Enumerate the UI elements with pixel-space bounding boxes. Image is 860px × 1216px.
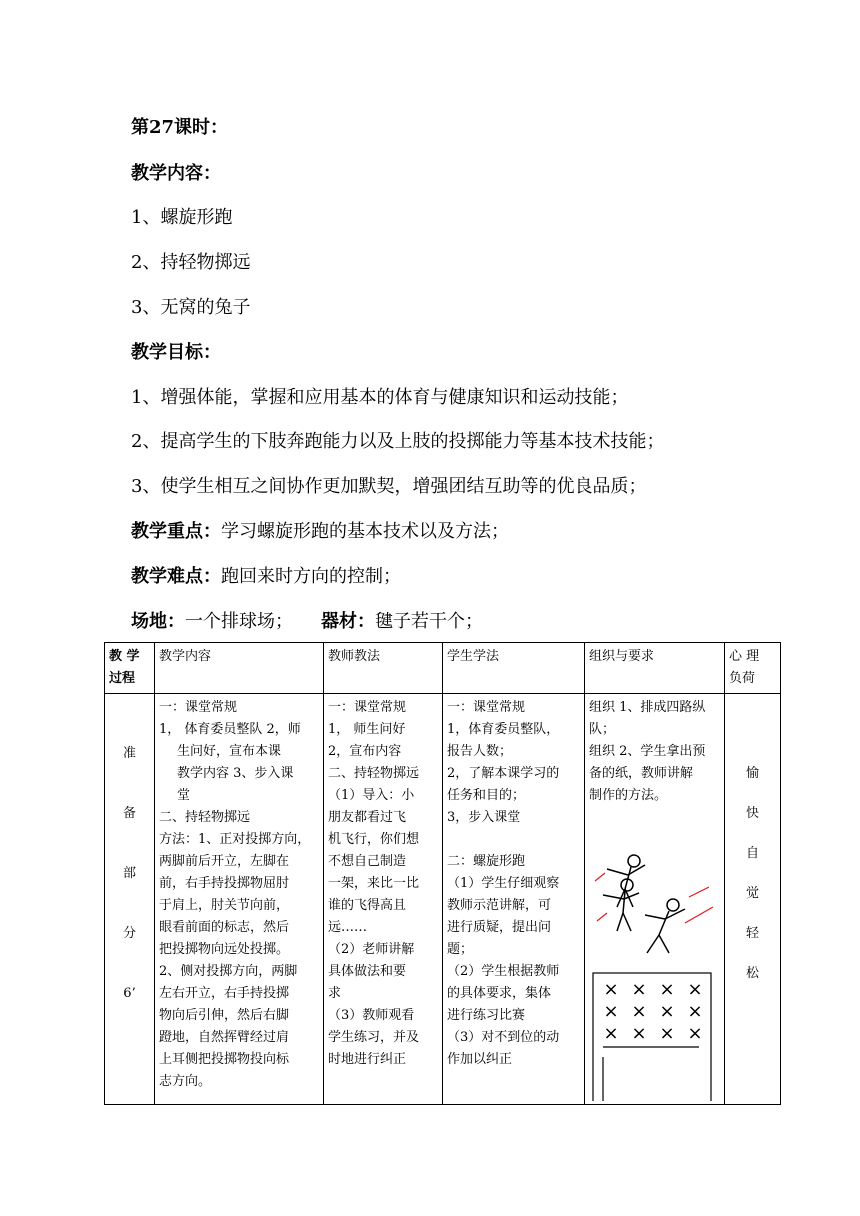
content-item: 1、螺旋形跑	[131, 207, 233, 228]
teacher-method-line: （2）老师讲解	[328, 942, 415, 957]
teacher-method-line: 1， 师生问好	[328, 722, 406, 737]
content-line: 眼看前面的标志，然后	[159, 920, 290, 935]
goal-item: 1、增强体能，掌握和应用基本的体育与健康知识和运动技能；	[131, 387, 629, 408]
organization-text	[589, 697, 720, 807]
content-line: 生问好，宣布本课	[177, 744, 282, 759]
student-method-line: 作加以纠正	[447, 1052, 513, 1067]
teacher-cell	[324, 694, 443, 1105]
content-line: 堂	[177, 788, 191, 803]
teacher-method-line: 一架，来比一比	[328, 876, 420, 891]
equipment-label: 器材：	[321, 611, 375, 632]
student-mark: ×	[687, 1023, 703, 1044]
formation-diagram	[589, 811, 721, 1101]
content-line: 教学内容 3、步入课	[177, 766, 294, 781]
teacher-method-line: （1）导入：小	[328, 788, 415, 803]
student-mark: ×	[631, 1001, 647, 1022]
load-char: 愉	[745, 766, 759, 781]
content-line: 蹬地，自然挥臂经过肩	[159, 1030, 290, 1045]
key-point-text: 学习螺旋形跑的基本技术以及方法；	[221, 521, 509, 542]
student-method-line: 题；	[447, 942, 474, 957]
teacher-method-line: 朋友都看过飞	[328, 810, 407, 825]
table-row	[105, 694, 781, 1105]
lesson-plan-table	[104, 642, 781, 1105]
load-cell	[725, 694, 781, 1105]
student-method-line: 的具体要求，集体	[447, 986, 552, 1001]
student-cell	[443, 694, 585, 1105]
load-char: 觉	[745, 886, 759, 901]
student-mark: ×	[687, 1001, 703, 1022]
student-mark: ×	[659, 1023, 675, 1044]
equipment-text: 毽子若干个；	[375, 611, 483, 632]
student-method-line: 2，了解本课学习的	[447, 766, 560, 781]
organization-line: 组织 2、学生拿出预	[589, 744, 706, 759]
student-method-line: （1）学生仔细观察	[447, 876, 560, 891]
teacher-method-line: 2，宣布内容	[328, 744, 402, 759]
student-mark: ×	[603, 1023, 619, 1044]
student-method-line: 进行质疑，提出问	[447, 920, 552, 935]
student-method-line: 报告人数；	[447, 744, 513, 759]
header-teacher-method: 教师教法	[324, 643, 443, 694]
throw-direction-marks-icon	[595, 873, 713, 923]
student-mark: ×	[659, 979, 675, 1000]
student-method-line: 一：课堂常规	[447, 700, 526, 715]
content-line: 一：课堂常规	[159, 700, 238, 715]
header-load: 心 理 负荷	[725, 643, 781, 694]
teacher-method-line: 求	[328, 986, 342, 1001]
venue-text: 一个排球场；	[185, 611, 293, 632]
key-point-label: 教学重点：	[131, 521, 221, 542]
student-method-line: 教师示范讲解，可	[447, 898, 552, 913]
student-method-line	[447, 829, 580, 851]
teacher-method-line: 不想自己制造	[328, 854, 407, 869]
header-phase: 教 学 过程	[105, 643, 155, 694]
content-cell	[155, 694, 324, 1105]
load-char: 轻	[745, 926, 759, 941]
venue-label: 场地：	[131, 611, 185, 632]
student-method-line: 进行练习比赛	[447, 1008, 526, 1023]
student-method-line: 任务和目的；	[447, 788, 526, 803]
student-mark: ×	[603, 1001, 619, 1022]
content-line: 物向后引伸，然后右脚	[159, 1008, 290, 1023]
content-line: 2、侧对投掷方向，两脚	[159, 964, 298, 979]
phase-char: 分	[122, 926, 136, 941]
teacher-method-line: 二、持轻物掷远	[328, 766, 420, 781]
content-item: 3、无窝的兔子	[131, 297, 251, 318]
student-method-line: 1，体育委员整队，	[447, 722, 560, 737]
teacher-method-line: （3）教师观看	[328, 1008, 415, 1023]
teacher-method-line: 具体做法和要	[328, 964, 407, 979]
phase-char: 备	[122, 806, 136, 821]
organization-line: 备的纸，教师讲解	[589, 766, 694, 781]
organization-line: 制作的方法。	[589, 788, 668, 803]
formation-marks	[603, 979, 702, 1044]
student-method-line: （3）对不到位的动	[447, 1030, 560, 1045]
goals-heading: 教学目标：	[131, 342, 221, 363]
goal-item: 2、提高学生的下肢奔跑能力以及上肢的投掷能力等基本技术技能；	[131, 431, 665, 452]
load-char: 快	[745, 806, 759, 821]
load-char: 自	[745, 846, 759, 861]
content-line: 二、持轻物掷远	[159, 810, 251, 825]
content-line: 1， 体育委员整队 2，师	[159, 722, 301, 737]
content-heading: 教学内容：	[131, 163, 221, 184]
load-char: 松	[745, 966, 759, 981]
student-mark: ×	[659, 1001, 675, 1022]
header-content: 教学内容	[155, 643, 324, 694]
venue-equipment	[131, 610, 483, 634]
phase-char: 准	[122, 746, 136, 761]
key-point	[131, 520, 509, 544]
content-line: 左右开立，右手持投掷	[159, 986, 290, 1001]
content-line: 于肩上，肘关节向前，	[159, 898, 290, 913]
student-mark: ×	[687, 979, 703, 1000]
header-organization: 组织与要求	[585, 643, 725, 694]
difficulty-text: 跑回来时方向的控制；	[221, 566, 401, 587]
student-method-line: （2）学生根据教师	[447, 964, 560, 979]
difficulty-label: 教学难点：	[131, 566, 221, 587]
organization-cell	[585, 694, 725, 1105]
teacher-method-line: 时地进行纠正	[328, 1052, 407, 1067]
content-line: 两脚前后开立，左脚在	[159, 854, 290, 869]
goal-item: 3、使学生相互之间协作更加默契，增强团结互助等的优良品质；	[131, 476, 647, 497]
teacher-method-line: 学生练习，并及	[328, 1030, 420, 1045]
organization-line: 队；	[589, 722, 616, 737]
student-method-line: 二：螺旋形跑	[447, 854, 526, 869]
content-line: 前，右手持投掷物屈肘	[159, 876, 290, 891]
content-line: 上耳侧把投掷物投向标	[159, 1052, 290, 1067]
teacher-method-line: 远……	[328, 920, 368, 935]
student-mark: ×	[631, 1023, 647, 1044]
phase-cell	[105, 694, 155, 1105]
teacher-method-line: 一：课堂常规	[328, 700, 407, 715]
content-line: 方法：1、正对投掷方向，	[159, 832, 311, 847]
lesson-title: 第27课时：	[131, 117, 229, 138]
content-line: 把投掷物向远处投掷。	[159, 942, 290, 957]
phase-char: 6’	[123, 986, 136, 1001]
teacher-method-line: 机飞行，你们想	[328, 832, 420, 847]
difficulty	[131, 565, 401, 589]
student-mark: ×	[603, 979, 619, 1000]
phase-char: 部	[122, 866, 136, 881]
teacher-method-line: 谁的飞得高且	[328, 898, 407, 913]
content-item: 2、持轻物掷远	[131, 252, 251, 273]
organization-line: 组织 1、排成四路纵	[589, 700, 706, 715]
student-method-line: 3，步入课堂	[447, 810, 521, 825]
formation-svg	[589, 811, 721, 1101]
table-header-row	[105, 643, 781, 694]
header-student-method: 学生学法	[443, 643, 585, 694]
content-line: 志方向。	[159, 1074, 212, 1089]
throwing-figures-icon	[603, 855, 685, 953]
student-mark: ×	[631, 979, 647, 1000]
